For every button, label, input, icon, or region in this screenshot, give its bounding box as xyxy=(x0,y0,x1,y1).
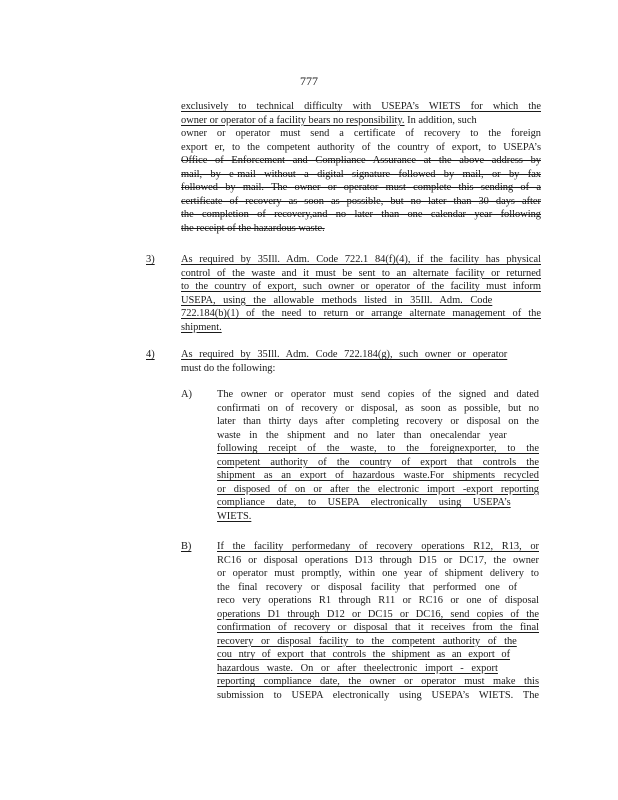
text-line: reco very operations R1 through R11 or RC16 or one of disposal xyxy=(217,595,539,606)
text-line: shipment as an export of hazardous waste.For shipments recycled xyxy=(217,470,539,481)
text-line: later than thirty days after completing recovery or disposal on the xyxy=(217,416,539,427)
underlined-text: recovery or disposal facility to the competent authority of the xyxy=(217,635,517,647)
item-3-number xyxy=(146,253,155,267)
text-line: As required by 35Ill. Adm. Code 722.1 84(f)(4), if the facility has physical xyxy=(181,254,541,265)
continuation-paragraph xyxy=(181,100,541,235)
sub-a-paragraph xyxy=(217,388,539,523)
struck-text-line: mail, by e-mail without a digital signature followed by mail, or by fax xyxy=(181,168,541,180)
plain-text: In addition, such xyxy=(404,114,477,126)
text-line: reporting compliance date, the owner or operator must make this xyxy=(217,676,539,687)
plain-text: waste in the shipment and no later than onecalendar year xyxy=(217,429,507,441)
item-3-paragraph xyxy=(181,253,541,334)
text-line xyxy=(181,321,541,335)
item-label: B) xyxy=(181,541,192,552)
underlined-text: owner or operator of a facility bears no responsibility. xyxy=(181,114,405,126)
text-line: If the facility performedany of recovery operations R12, R13, or xyxy=(217,541,539,552)
text-line: must do the following: xyxy=(181,362,276,374)
text-line: or disposed of on or after the electronic import -export reporting xyxy=(217,483,539,495)
underlined-text: shipment. xyxy=(181,321,222,333)
struck-text-line: certificate of recovery as soon as possible, but no later than 30 days after xyxy=(181,195,541,207)
text-line: exclusively to technical difficulty with USEPA’s WIETS for which the xyxy=(181,101,541,112)
text-line xyxy=(217,648,539,662)
text-line xyxy=(217,662,539,676)
text-line: competent authority of the country of export that controls the xyxy=(217,456,539,468)
text-line: following receipt of the waste, to the foreignexporter, to the xyxy=(217,443,539,454)
text-line xyxy=(217,429,539,443)
sub-b-paragraph xyxy=(217,540,539,702)
text-line xyxy=(217,581,539,595)
text-line: The owner or operator must send copies of the signed and dated xyxy=(217,389,539,400)
item-4-number xyxy=(146,348,155,362)
text-line: confirmati on of recovery or disposal, as soon as possible, but no xyxy=(217,402,539,414)
text-line: owner or operator must send a certificate of recovery to the foreign xyxy=(181,128,541,139)
underlined-text: compliance date, to USEPA electronically using USEPA’s xyxy=(217,497,511,508)
underlined-text: cou ntry of export that controls the shipment as an export of xyxy=(217,649,511,660)
plain-text: the final recovery or disposal facility that performed one of xyxy=(217,581,518,593)
struck-text-line: followed by mail. The owner or operator must complete this sending of a xyxy=(181,182,541,193)
text-line: or operator must promptly, within one year of shipment delivery to xyxy=(217,568,539,579)
sub-a-label: A) xyxy=(181,389,192,400)
struck-text-line: the completion of recovery,and no later than one calendar year following xyxy=(181,209,541,220)
sub-b-label xyxy=(181,540,191,554)
text-line xyxy=(181,348,541,362)
item-number: 4) xyxy=(146,349,155,360)
underlined-text: As required by 35Ill. Adm. Code 722.184(g), such owner or operator xyxy=(181,349,508,360)
text-line: USEPA, using the allowable methods listed in 35Ill. Adm. Code xyxy=(181,294,493,306)
page-number: 777 xyxy=(300,74,318,88)
struck-text-line xyxy=(181,222,541,236)
struck-text: the receipt of the hazardous waste. xyxy=(181,222,325,234)
underlined-text: WIETS. xyxy=(217,510,252,522)
text-line: 722.184(b)(1) of the need to return or arrange alternate management of the xyxy=(181,308,541,319)
text-line xyxy=(217,496,539,510)
struck-text-line: Office of Enforcement and Compliance Assurance at the above address by xyxy=(181,155,541,166)
text-line: RC16 or disposal operations D13 through D15 or DC17, the owner xyxy=(217,554,539,566)
text-line: export er, to the competent authority of the country of export, to USEPA’s xyxy=(181,141,541,153)
text-line: operations D1 through D12 or DC15 or DC16, send copies of the xyxy=(217,608,539,620)
text-line: confirmation of recovery or disposal that it receives from the final xyxy=(217,622,539,633)
text-line: control of the waste and it must be sent to an alternate facility or returned xyxy=(181,267,541,279)
item-4-paragraph xyxy=(181,348,541,375)
item-number: 3) xyxy=(146,254,155,265)
underlined-text: hazardous waste. On or after theelectronic import - export xyxy=(217,662,498,674)
text-line: submission to USEPA electronically using USEPA’s WIETS. The xyxy=(217,689,539,701)
text-line xyxy=(217,635,539,649)
text-line: to the country of export, such owner or operator of the facility must inform xyxy=(181,281,541,292)
text-line xyxy=(217,510,539,524)
text-line xyxy=(181,114,541,128)
